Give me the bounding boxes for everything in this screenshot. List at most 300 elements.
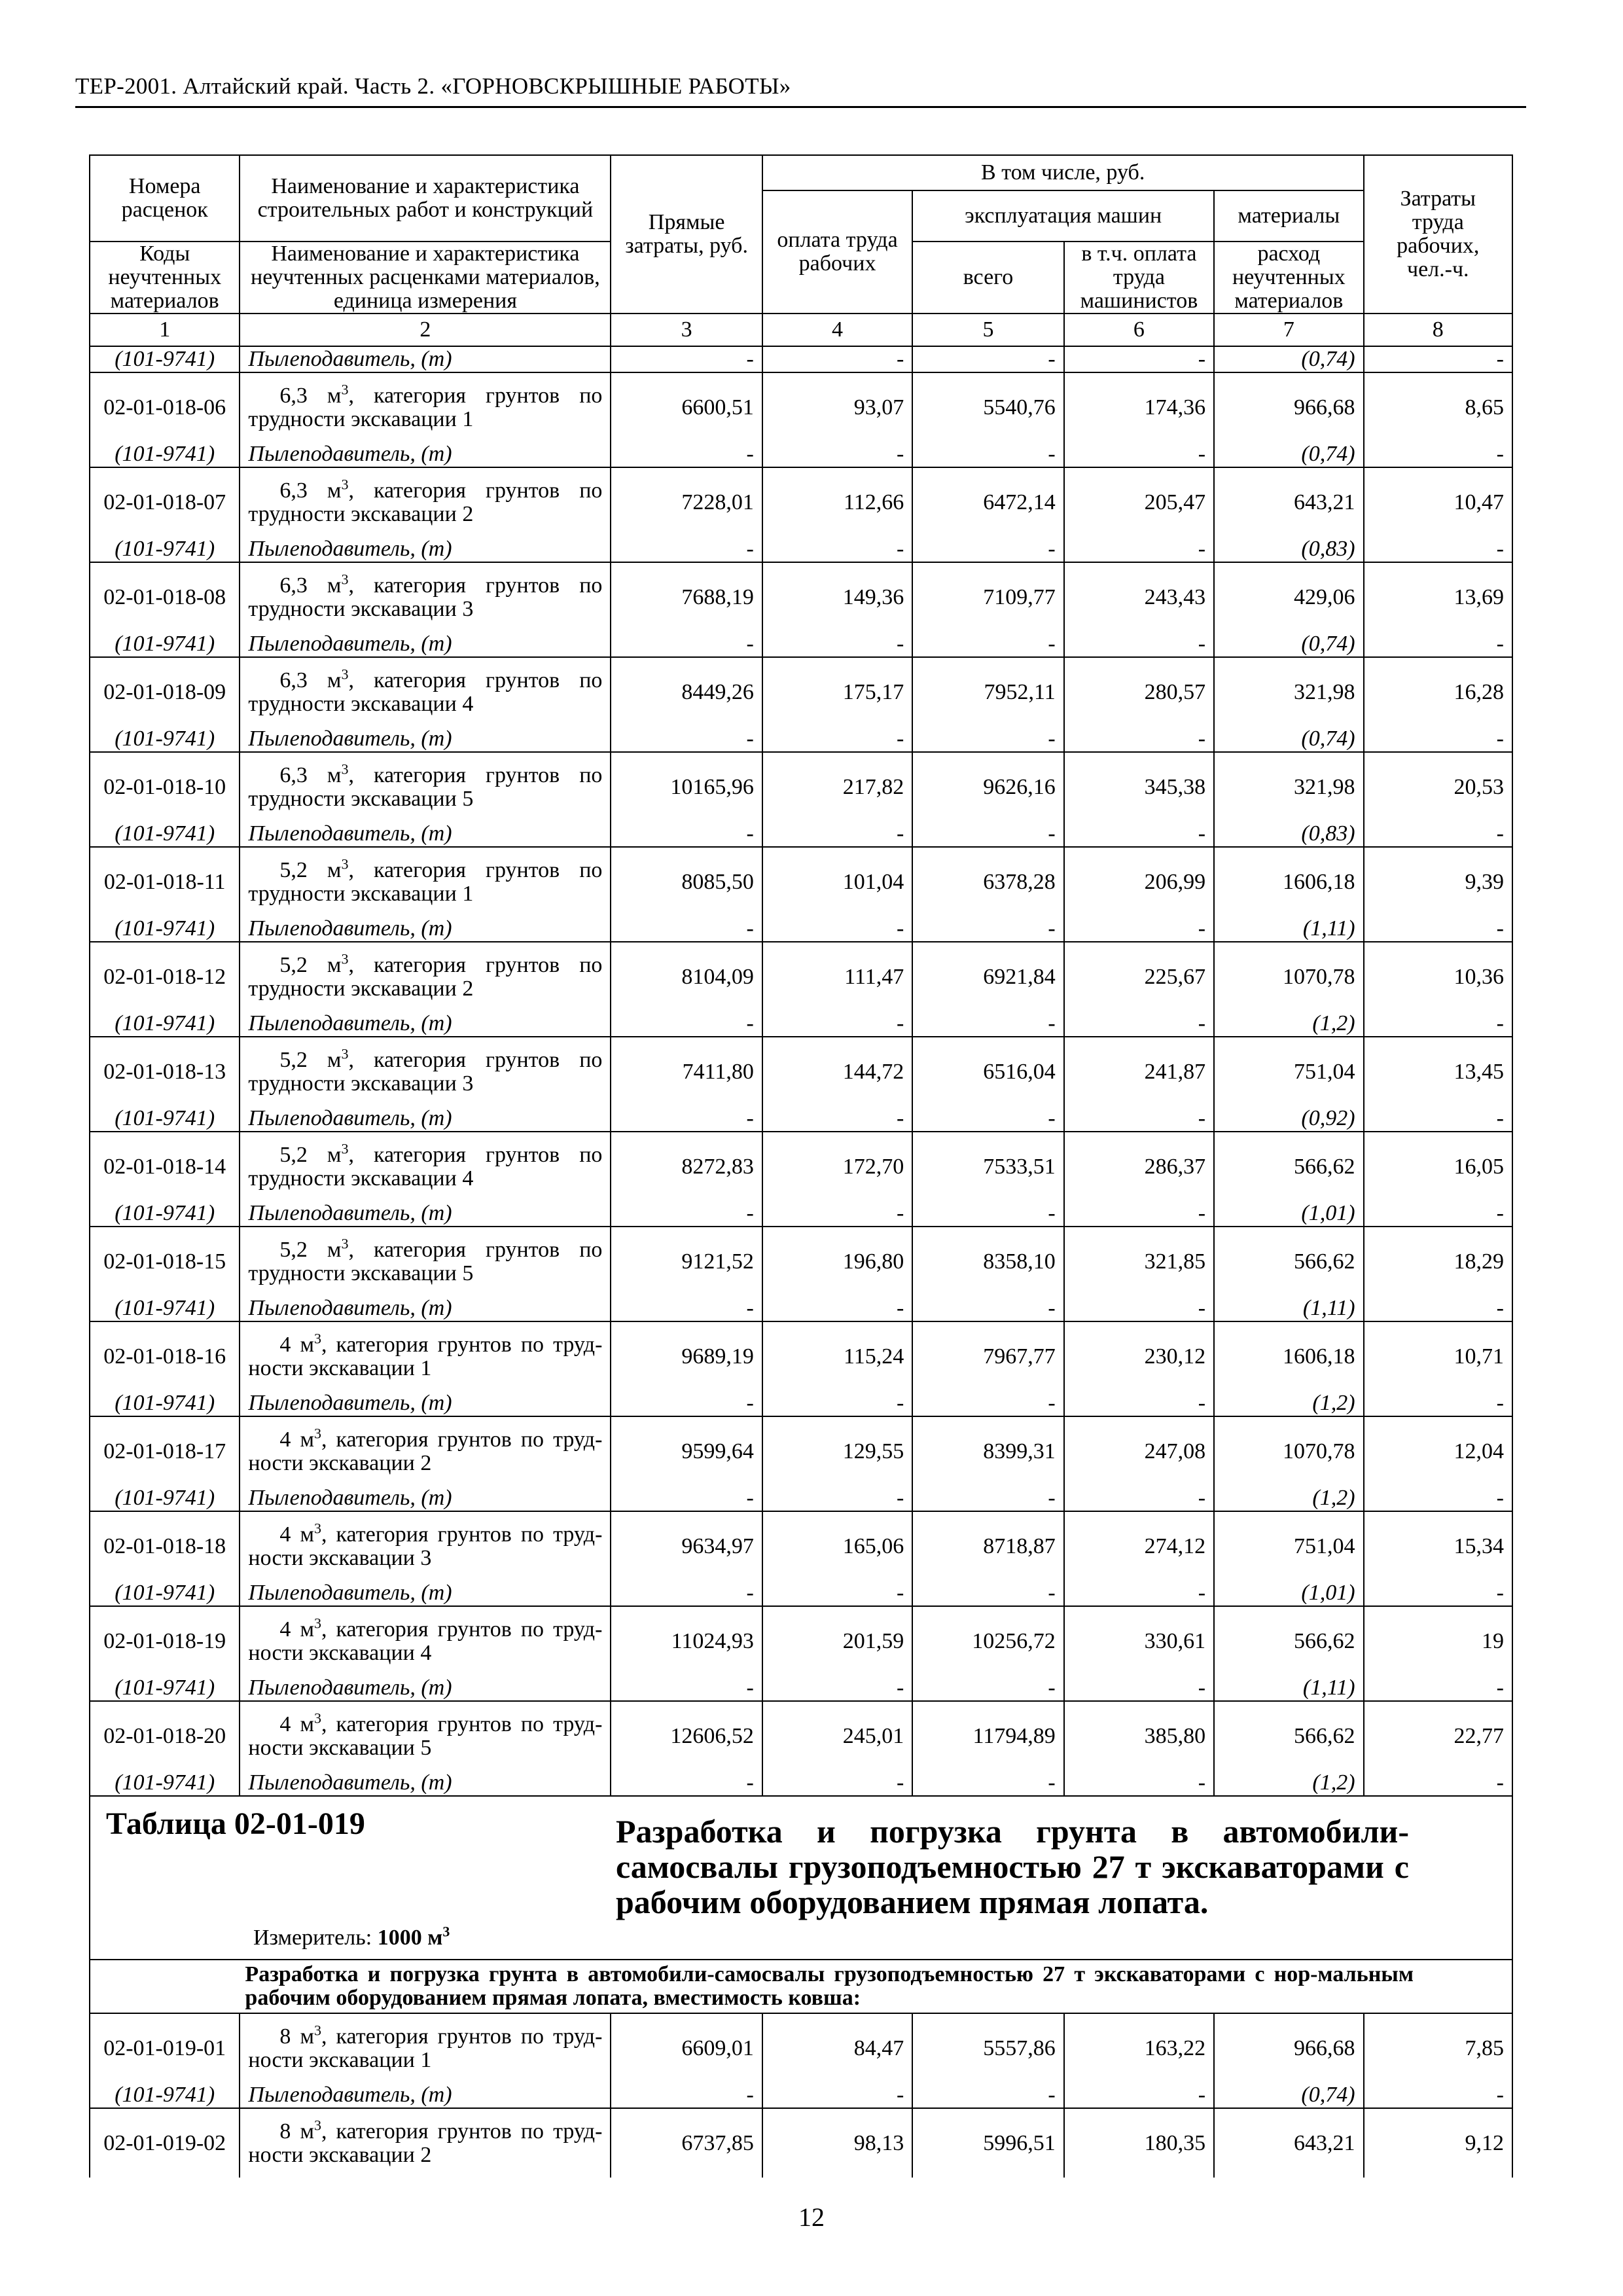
cell-machines: 6921,84: [912, 942, 1063, 1011]
cell-direct: 8104,09: [611, 942, 762, 1011]
desc-sup: 3: [341, 1140, 349, 1157]
cell-direct: -: [611, 346, 762, 372]
rate-row: [90, 1511, 1512, 1581]
section-row: [90, 1960, 1512, 2013]
rate-row: [90, 847, 1512, 916]
material-row: [90, 1581, 1512, 1606]
cell-wages: -: [762, 1391, 912, 1416]
col-number: 7: [1214, 314, 1363, 346]
meter-sup: 3: [442, 1923, 450, 1940]
material-code: (101-9741): [90, 1676, 240, 1701]
rate-code: 02-01-018-11: [90, 847, 240, 916]
cell-machinist: -: [1064, 1770, 1214, 1796]
cell-direct: -: [611, 1106, 762, 1132]
cell-machinist: 385,80: [1064, 1701, 1214, 1770]
material-name: Пылеподавитель, (т): [240, 1391, 611, 1416]
rate-description: [240, 752, 611, 821]
rate-row: [90, 1321, 1512, 1391]
cell-wages: -: [762, 2083, 912, 2108]
cell-labor: 16,05: [1364, 1132, 1512, 1201]
rate-code: 02-01-018-06: [90, 372, 240, 442]
cell-direct: -: [611, 2083, 762, 2108]
cell-materials: (1,2): [1214, 1011, 1363, 1037]
cell-labor: -: [1364, 1770, 1512, 1796]
cell-direct: -: [611, 1676, 762, 1701]
cell-machines: 6472,14: [912, 467, 1063, 537]
cell-machinist: -: [1064, 1581, 1214, 1606]
rate-code: 02-01-018-14: [90, 1132, 240, 1201]
col-number: 8: [1364, 314, 1512, 346]
material-code: (101-9741): [90, 632, 240, 657]
desc-sup: 3: [341, 1045, 349, 1062]
cell-labor: 13,45: [1364, 1037, 1512, 1106]
desc-text: 5,2 м: [279, 857, 342, 882]
desc-text: , категория грунтов по трудности экскавации 5: [248, 762, 603, 811]
cell-machinist: -: [1064, 1296, 1214, 1321]
rate-code: 02-01-019-02: [90, 2108, 240, 2178]
cell-wages: 172,70: [762, 1132, 912, 1201]
desc-text: , категория грунтов по трудности экскавации 2: [248, 952, 603, 1001]
material-row: [90, 821, 1512, 847]
material-row: [90, 442, 1512, 467]
cell-wages: 101,04: [762, 847, 912, 916]
desc-text: , категория грунтов по трудности экскавации 5: [248, 1237, 603, 1285]
rate-description: [240, 467, 611, 537]
section-code-empty: [90, 1960, 240, 2013]
desc-text: 4 м: [279, 1332, 314, 1357]
desc-sup: 3: [313, 1425, 321, 1442]
rate-code: 02-01-018-12: [90, 942, 240, 1011]
cell-wages: 112,66: [762, 467, 912, 537]
material-code: (101-9741): [90, 1391, 240, 1416]
cell-machines: 5540,76: [912, 372, 1063, 442]
cell-machines: -: [912, 1676, 1063, 1701]
desc-sup: 3: [313, 1710, 321, 1727]
col-unaccounted-materials: расход неучтенных материалов: [1214, 242, 1363, 314]
cell-machinist: -: [1064, 632, 1214, 657]
cell-wages: -: [762, 1106, 912, 1132]
cell-direct: -: [611, 1581, 762, 1606]
cell-machines: 7109,77: [912, 562, 1063, 632]
cell-materials: (0,74): [1214, 2083, 1363, 2108]
cell-labor: -: [1364, 726, 1512, 752]
rate-code: 02-01-018-19: [90, 1606, 240, 1676]
cell-labor: 7,85: [1364, 2013, 1512, 2083]
col-number: 6: [1064, 314, 1214, 346]
cell-direct: 8085,50: [611, 847, 762, 916]
rate-code: 02-01-019-01: [90, 2013, 240, 2083]
material-name: Пылеподавитель, (т): [240, 1676, 611, 1701]
material-code: (101-9741): [90, 916, 240, 942]
cell-materials: (1,11): [1214, 1296, 1363, 1321]
cell-labor: 9,12: [1364, 2108, 1512, 2178]
rate-description: [240, 1606, 611, 1676]
desc-text: 6,3 м: [279, 573, 342, 598]
material-row: [90, 1011, 1512, 1037]
header-rule: [75, 106, 1526, 108]
desc-text: , категория грунтов по труд-ности экскавации 3: [248, 1522, 603, 1570]
cell-materials: 1606,18: [1214, 1321, 1363, 1391]
cell-direct: -: [611, 1296, 762, 1321]
desc-sup: 3: [313, 1615, 321, 1632]
cell-materials: 1070,78: [1214, 1416, 1363, 1486]
cell-materials: (0,74): [1214, 346, 1363, 372]
cell-labor: -: [1364, 1391, 1512, 1416]
material-row: [90, 1201, 1512, 1227]
material-name: Пылеподавитель, (т): [240, 632, 611, 657]
desc-sup: 3: [341, 666, 349, 683]
material-row: [90, 2083, 1512, 2108]
cell-machines: 5557,86: [912, 2013, 1063, 2083]
col-machines-total: всего: [912, 242, 1063, 314]
col-direct-costs: Прямые затраты, руб.: [611, 155, 762, 314]
cell-machines: -: [912, 1770, 1063, 1796]
cell-machinist: 286,37: [1064, 1132, 1214, 1201]
material-row: [90, 1770, 1512, 1796]
material-code: (101-9741): [90, 1770, 240, 1796]
cell-wages: 217,82: [762, 752, 912, 821]
desc-text: , категория грунтов по трудности экскавации 4: [248, 668, 603, 716]
rate-description: [240, 657, 611, 726]
rate-code: 02-01-018-18: [90, 1511, 240, 1581]
cell-machines: -: [912, 632, 1063, 657]
rate-code: 02-01-018-10: [90, 752, 240, 821]
desc-sup: 3: [341, 761, 349, 778]
cell-wages: 84,47: [762, 2013, 912, 2083]
rate-description: [240, 1227, 611, 1296]
desc-text: 4 м: [279, 1427, 314, 1452]
cell-labor: -: [1364, 632, 1512, 657]
desc-sup: 3: [313, 2117, 321, 2134]
rate-description: [240, 942, 611, 1011]
cell-machinist: -: [1064, 1201, 1214, 1227]
desc-text: 5,2 м: [279, 1047, 342, 1072]
cell-machines: 8358,10: [912, 1227, 1063, 1296]
material-code: (101-9741): [90, 1011, 240, 1037]
cell-machines: -: [912, 537, 1063, 562]
desc-text: , категория грунтов по трудности экскавации 1: [248, 383, 603, 431]
cell-labor: -: [1364, 916, 1512, 942]
rate-description: [240, 1321, 611, 1391]
cell-direct: -: [611, 1391, 762, 1416]
cell-labor: -: [1364, 1676, 1512, 1701]
cell-materials: (0,83): [1214, 821, 1363, 847]
cell-machinist: 230,12: [1064, 1321, 1214, 1391]
cell-direct: -: [611, 1486, 762, 1511]
cell-machines: 11794,89: [912, 1701, 1063, 1770]
desc-sup: 3: [341, 855, 349, 872]
cell-machinist: 163,22: [1064, 2013, 1214, 2083]
desc-text: 6,3 м: [279, 668, 342, 692]
desc-text: 4 м: [279, 1712, 314, 1736]
desc-text: 8 м: [279, 2119, 314, 2144]
cell-direct: -: [611, 821, 762, 847]
cell-machinist: -: [1064, 442, 1214, 467]
cell-labor: -: [1364, 537, 1512, 562]
cell-machines: -: [912, 346, 1063, 372]
material-name: Пылеподавитель, (т): [240, 1770, 611, 1796]
cell-wages: -: [762, 916, 912, 942]
cell-labor: 19: [1364, 1606, 1512, 1676]
cell-direct: -: [611, 442, 762, 467]
rate-row: [90, 1701, 1512, 1770]
rate-code: 02-01-018-13: [90, 1037, 240, 1106]
rate-row: [90, 1606, 1512, 1676]
material-code: (101-9741): [90, 537, 240, 562]
cell-direct: 11024,93: [611, 1606, 762, 1676]
rate-description: [240, 847, 611, 916]
cell-machines: -: [912, 1011, 1063, 1037]
cell-machines: 5996,51: [912, 2108, 1063, 2178]
cell-machines: -: [912, 1391, 1063, 1416]
material-row: [90, 1486, 1512, 1511]
rate-description: [240, 1416, 611, 1486]
cell-machinist: 174,36: [1064, 372, 1214, 442]
cell-machinist: -: [1064, 346, 1214, 372]
cell-labor: 16,28: [1364, 657, 1512, 726]
cell-materials: (1,01): [1214, 1201, 1363, 1227]
rate-description: [240, 1511, 611, 1581]
rate-row: [90, 1227, 1512, 1296]
material-name: Пылеподавитель, (т): [240, 916, 611, 942]
cell-direct: -: [611, 1011, 762, 1037]
cell-wages: 129,55: [762, 1416, 912, 1486]
cell-direct: 8449,26: [611, 657, 762, 726]
cell-materials: 643,21: [1214, 2108, 1363, 2178]
cell-direct: -: [611, 537, 762, 562]
material-name: Пылеподавитель, (т): [240, 2083, 611, 2108]
desc-sup: 3: [313, 1520, 321, 1537]
desc-text: , категория грунтов по труд-ности экскавации 2: [248, 2119, 603, 2167]
cell-materials: (1,2): [1214, 1391, 1363, 1416]
cell-labor: -: [1364, 346, 1512, 372]
material-name: Пылеподавитель, (т): [240, 346, 611, 372]
rate-row: [90, 2108, 1512, 2178]
rate-row: [90, 1416, 1512, 1486]
material-row: [90, 916, 1512, 942]
col-number: 5: [912, 314, 1063, 346]
cell-machines: 7967,77: [912, 1321, 1063, 1391]
material-code: (101-9741): [90, 1581, 240, 1606]
cell-wages: 98,13: [762, 2108, 912, 2178]
table-title-row: [90, 1796, 1512, 1960]
rate-row: [90, 1037, 1512, 1106]
cell-machinist: -: [1064, 2083, 1214, 2108]
material-name: Пылеподавитель, (т): [240, 1106, 611, 1132]
cell-materials: 566,62: [1214, 1606, 1363, 1676]
rates-table: [89, 154, 1513, 2178]
page-number: 12: [798, 2202, 825, 2232]
rate-code: 02-01-018-17: [90, 1416, 240, 1486]
cell-direct: -: [611, 1201, 762, 1227]
cell-wages: -: [762, 1011, 912, 1037]
cell-machinist: 243,43: [1064, 562, 1214, 632]
cell-labor: -: [1364, 442, 1512, 467]
desc-text: , категория грунтов по трудности экскавации 1: [248, 857, 603, 906]
rate-code: 02-01-018-15: [90, 1227, 240, 1296]
desc-text: , категория грунтов по труд-ности экскавации 5: [248, 1712, 603, 1760]
cell-direct: 9634,97: [611, 1511, 762, 1581]
col-rate-numbers: Номера расценок: [90, 155, 240, 242]
cell-machines: 6516,04: [912, 1037, 1063, 1106]
desc-sup: 3: [313, 1330, 321, 1347]
col-machines: эксплуатация машин: [912, 190, 1214, 242]
rate-code: 02-01-018-07: [90, 467, 240, 537]
rate-row: [90, 562, 1512, 632]
running-header: ТЕР-2001. Алтайский край. Часть 2. «ГОРНОВСКРЫШНЫЕ РАБОТЫ»: [75, 73, 791, 99]
cell-machinist: -: [1064, 1391, 1214, 1416]
meter-value: 1000 м: [377, 1926, 443, 1950]
cell-wages: 165,06: [762, 1511, 912, 1581]
desc-text: 5,2 м: [279, 1142, 342, 1167]
material-name: Пылеподавитель, (т): [240, 1486, 611, 1511]
rate-code: 02-01-018-08: [90, 562, 240, 632]
rate-description: [240, 1037, 611, 1106]
cell-materials: 321,98: [1214, 657, 1363, 726]
cell-materials: (0,74): [1214, 442, 1363, 467]
material-row: [90, 632, 1512, 657]
desc-text: , категория грунтов по трудности экскавации 3: [248, 1047, 603, 1096]
material-code: (101-9741): [90, 442, 240, 467]
cell-machines: 8718,87: [912, 1511, 1063, 1581]
cell-wages: -: [762, 1201, 912, 1227]
material-row: [90, 726, 1512, 752]
cell-machines: -: [912, 916, 1063, 942]
cell-direct: 7228,01: [611, 467, 762, 537]
cell-wages: 149,36: [762, 562, 912, 632]
cell-direct: 9689,19: [611, 1321, 762, 1391]
cell-direct: 7688,19: [611, 562, 762, 632]
cell-machines: -: [912, 1486, 1063, 1511]
material-name: Пылеподавитель, (т): [240, 821, 611, 847]
meter-label: Измеритель:: [253, 1926, 378, 1950]
rate-row: [90, 1132, 1512, 1201]
cell-machines: -: [912, 1296, 1063, 1321]
material-code: (101-9741): [90, 726, 240, 752]
cell-materials: (1,01): [1214, 1581, 1363, 1606]
cell-machinist: 247,08: [1064, 1416, 1214, 1486]
cell-wages: 93,07: [762, 372, 912, 442]
desc-text: 5,2 м: [279, 1237, 342, 1262]
material-row: [90, 1676, 1512, 1701]
desc-text: , категория грунтов по труд-ности экскавации 1: [248, 2024, 603, 2072]
material-name: Пылеподавитель, (т): [240, 442, 611, 467]
cell-wages: 245,01: [762, 1701, 912, 1770]
cell-wages: 144,72: [762, 1037, 912, 1106]
desc-sup: 3: [341, 381, 349, 398]
cell-wages: 196,80: [762, 1227, 912, 1296]
cell-direct: 6600,51: [611, 372, 762, 442]
rate-code: 02-01-018-09: [90, 657, 240, 726]
cell-materials: (0,83): [1214, 537, 1363, 562]
cell-labor: 12,04: [1364, 1416, 1512, 1486]
cell-materials: (0,74): [1214, 632, 1363, 657]
cell-machinist: -: [1064, 821, 1214, 847]
desc-text: 6,3 м: [279, 383, 342, 408]
cell-direct: -: [611, 726, 762, 752]
cell-machines: -: [912, 2083, 1063, 2108]
cell-materials: (1,2): [1214, 1770, 1363, 1796]
col-labor: Затраты труда рабочих, чел.-ч.: [1364, 155, 1512, 314]
cell-materials: (1,2): [1214, 1486, 1363, 1511]
cell-direct: -: [611, 1770, 762, 1796]
cell-materials: 966,68: [1214, 2013, 1363, 2083]
rate-row: [90, 942, 1512, 1011]
rate-row: [90, 372, 1512, 442]
cell-labor: -: [1364, 1296, 1512, 1321]
material-code: (101-9741): [90, 1106, 240, 1132]
desc-text: 5,2 м: [279, 952, 342, 977]
desc-text: , категория грунтов по труд-ности экскавации 2: [248, 1427, 603, 1475]
cell-wages: -: [762, 442, 912, 467]
cell-machines: 9626,16: [912, 752, 1063, 821]
cell-materials: 1070,78: [1214, 942, 1363, 1011]
cell-materials: (0,92): [1214, 1106, 1363, 1132]
cell-materials: (1,11): [1214, 916, 1363, 942]
desc-text: 6,3 м: [279, 762, 342, 787]
cell-wages: -: [762, 537, 912, 562]
cell-wages: -: [762, 726, 912, 752]
cell-machinist: 205,47: [1064, 467, 1214, 537]
material-code: (101-9741): [90, 1296, 240, 1321]
material-row: [90, 346, 1512, 372]
cell-labor: 10,71: [1364, 1321, 1512, 1391]
cell-direct: 12606,52: [611, 1701, 762, 1770]
cell-machinist: 180,35: [1064, 2108, 1214, 2178]
cell-direct: 7411,80: [611, 1037, 762, 1106]
cell-labor: 8,65: [1364, 372, 1512, 442]
desc-text: , категория грунтов по труд-ности экскавации 4: [248, 1617, 603, 1665]
desc-sup: 3: [341, 476, 349, 493]
cell-labor: 20,53: [1364, 752, 1512, 821]
table-title-block: [90, 1796, 1512, 1960]
cell-labor: 10,47: [1364, 467, 1512, 537]
cell-machines: -: [912, 1581, 1063, 1606]
cell-materials: 566,62: [1214, 1132, 1363, 1201]
cell-machines: 8399,31: [912, 1416, 1063, 1486]
material-code: (101-9741): [90, 1486, 240, 1511]
cell-wages: -: [762, 1581, 912, 1606]
cell-wages: -: [762, 1296, 912, 1321]
cell-labor: -: [1364, 1486, 1512, 1511]
col-number: 3: [611, 314, 762, 346]
material-row: [90, 1106, 1512, 1132]
desc-sup: 3: [341, 1235, 349, 1252]
cell-machines: -: [912, 726, 1063, 752]
col-number: 2: [240, 314, 611, 346]
table-description: Разработка и погрузка грунта в автомобили-самосвалы грузоподъемностью 27 т экскаваторами с рабочим оборудованием прямая лопата.: [616, 1813, 1409, 1920]
desc-text: 4 м: [279, 1617, 314, 1641]
cell-direct: 9599,64: [611, 1416, 762, 1486]
desc-text: 8 м: [279, 2024, 314, 2049]
cell-labor: 18,29: [1364, 1227, 1512, 1296]
cell-labor: 10,36: [1364, 942, 1512, 1011]
cell-wages: -: [762, 1676, 912, 1701]
cell-machinist: 321,85: [1064, 1227, 1214, 1296]
cell-materials: (1,11): [1214, 1676, 1363, 1701]
col-including: В том числе, руб.: [762, 155, 1364, 190]
cell-labor: 22,77: [1364, 1701, 1512, 1770]
rate-row: [90, 467, 1512, 537]
rate-row: [90, 657, 1512, 726]
cell-materials: 643,21: [1214, 467, 1363, 537]
col-wages: оплата труда рабочих: [762, 190, 912, 314]
cell-wages: 175,17: [762, 657, 912, 726]
col-materials: материалы: [1214, 190, 1363, 242]
cell-machines: 7533,51: [912, 1132, 1063, 1201]
rate-code: 02-01-018-20: [90, 1701, 240, 1770]
rate-description: [240, 1132, 611, 1201]
